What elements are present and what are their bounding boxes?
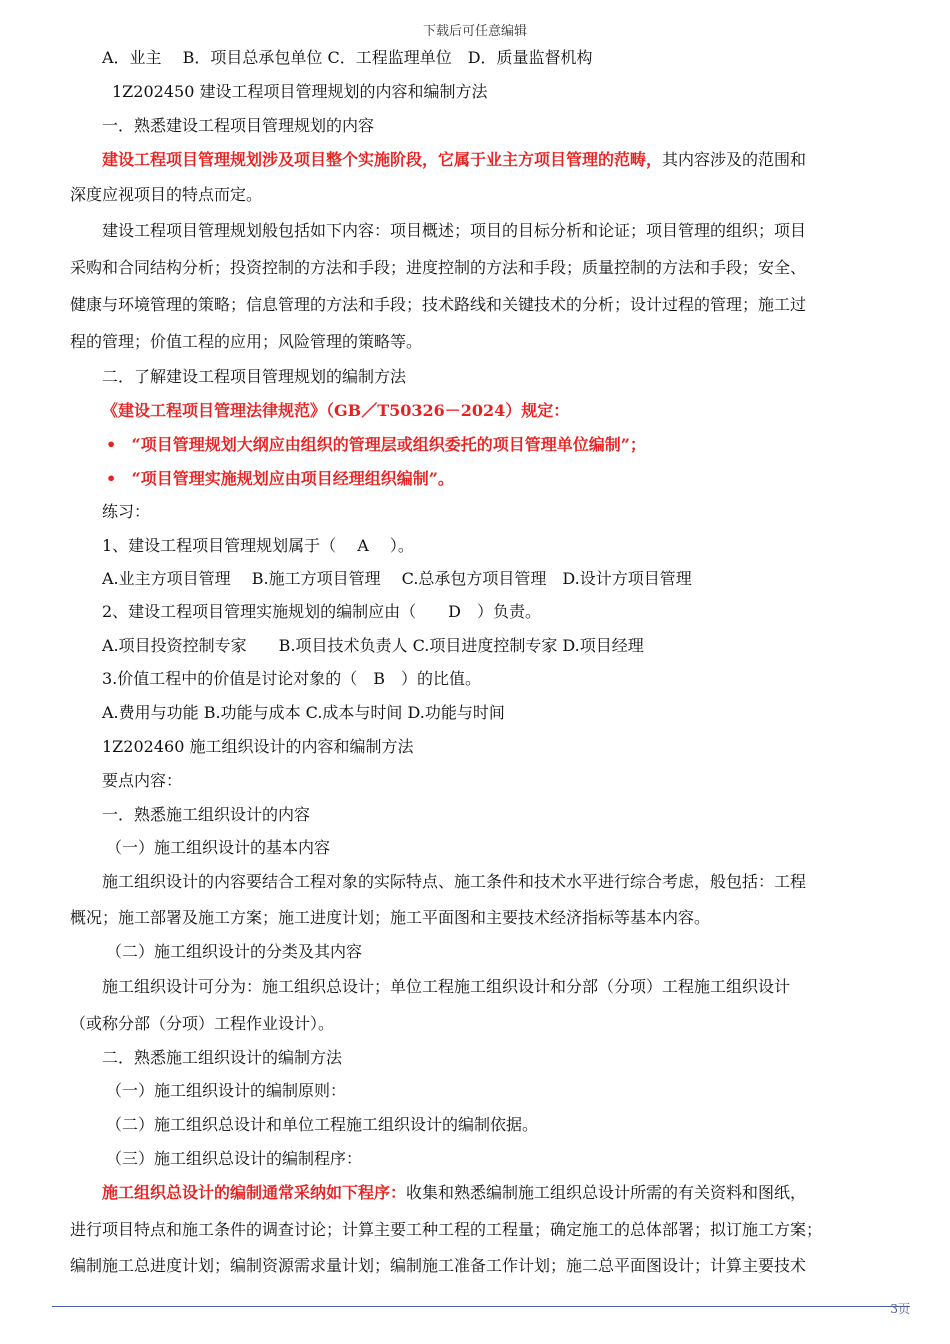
paragraph-line: 程的管理；价值工程的应用；风险管理的策略等。 xyxy=(70,332,423,351)
question: 2、建设工程项目管理实施规划的编制应由（ D ）负责。 xyxy=(102,602,542,621)
paragraph-text: 收集和熟悉编制施工组织总设计所需的有关资料和图纸， xyxy=(406,1183,807,1202)
subsection-heading: （一）施工组织设计的基本内容 xyxy=(106,838,331,857)
subsection-heading: 二．熟悉施工组织设计的编制方法 xyxy=(102,1048,343,1067)
answer-options: A.费用与功能 B.功能与成本 C.成本与时间 D.功能与时间 xyxy=(102,703,505,722)
paragraph-line: 采购和合同结构分析；投资控制的方法和手段；进度控制的方法和手段；质量控制的方法和手段；安全、 xyxy=(70,258,807,277)
paragraph-line: 进行项目特点和施工条件的调查讨论；计算主要工种工程的工程量；确定施工的总体部署；拟订施工方案； xyxy=(70,1220,823,1239)
bullet-text: “项目管理规划大纲应由组织的管理层或组织委托的项目管理单位编制”； xyxy=(131,435,646,454)
paragraph-line: 概况；施工部署及施工方案；施工进度计划；施工平面图和主要技术经济指标等基本内容。 xyxy=(70,908,711,927)
bullet-text: “项目管理实施规划应由项目经理组织编制”。 xyxy=(131,469,454,488)
subsection-heading: 一．熟悉建设工程项目管理规划的内容 xyxy=(102,116,375,135)
section-heading: 1Z202450 建设工程项目管理规划的内容和编制方法 xyxy=(112,82,488,101)
bullet-item xyxy=(106,435,936,455)
question: 3.价值工程中的价值是讨论对象的（ B ）的比值。 xyxy=(102,669,482,688)
section-heading: 1Z202460 施工组织设计的内容和编制方法 xyxy=(102,737,414,756)
paragraph-line: 健康与环境管理的策略；信息管理的方法和手段；技术路线和关键技术的分析；设计过程的管理；施工过 xyxy=(70,295,807,314)
subsection-heading: （二）施工组织总设计和单位工程施工组织设计的编制依据。 xyxy=(106,1115,539,1134)
subsection-heading: （二）施工组织设计的分类及其内容 xyxy=(106,942,363,961)
highlight-text: 建设工程项目管理规划涉及项目整个实施阶段，它属于业主方项目管理的范畴， xyxy=(102,150,663,169)
footer-divider xyxy=(52,1306,910,1307)
paragraph-text: 其内容涉及的范围和 xyxy=(662,150,807,169)
bullet-icon: • xyxy=(106,435,117,454)
paragraph-line: 施工组织设计可分为：施工组织总设计；单位工程施工组织设计和分部（分项）工程施工组织设计 xyxy=(102,977,791,996)
exercise-heading: 练习： xyxy=(102,502,151,521)
answer-options: A．业主 B．项目总承包单位 C．工程监理单位 D．质量监督机构 xyxy=(102,48,593,67)
bullet-item xyxy=(106,469,936,489)
regulation-heading: 《建设工程项目管理法律规范》（GB／T50326－2024）规定： xyxy=(102,401,570,420)
paragraph-line: 深度应视项目的特点而定。 xyxy=(70,185,263,204)
paragraph-line: （或称分部（分项）工程作业设计）。 xyxy=(70,1014,335,1033)
answer-options: A.项目投资控制专家 B.项目技术负责人 C.项目进度控制专家 D.项目经理 xyxy=(102,636,644,655)
paragraph-line: 建设工程项目管理规划般包括如下内容：项目概述；项目的目标分析和论证；项目管理的组织；项目 xyxy=(102,221,807,240)
paragraph-line xyxy=(102,150,932,170)
subsection-heading: （三）施工组织总设计的编制程序： xyxy=(106,1149,363,1168)
paragraph-line: 施工组织设计的内容要结合工程对象的实际特点、施工条件和技术水平进行综合考虑，般包括：工程 xyxy=(102,872,807,891)
answer-options: A.业主方项目管理 B.施工方项目管理 C.总承包方项目管理 D.设计方项目管理 xyxy=(102,569,692,588)
bullet-icon: • xyxy=(106,469,117,488)
paragraph-line: 编制施工总进度计划；编制资源需求量计划；编制施工准备工作计划；施二总平面图设计；计算主要技术 xyxy=(70,1256,807,1275)
paragraph-line xyxy=(102,1183,932,1203)
subsection-heading: （一）施工组织设计的编制原则： xyxy=(106,1081,347,1100)
key-points-heading: 要点内容： xyxy=(102,771,183,790)
page-number: 3页 xyxy=(890,1302,910,1316)
subsection-heading: 二．了解建设工程项目管理规划的编制方法 xyxy=(102,367,407,386)
highlight-text: 施工组织总设计的编制通常采纳如下程序： xyxy=(102,1183,407,1202)
subsection-heading: 一．熟悉施工组织设计的内容 xyxy=(102,805,311,824)
question: 1、建设工程项目管理规划属于（ A ）。 xyxy=(102,536,414,555)
page-header: 下载后可任意编辑 xyxy=(422,24,527,39)
